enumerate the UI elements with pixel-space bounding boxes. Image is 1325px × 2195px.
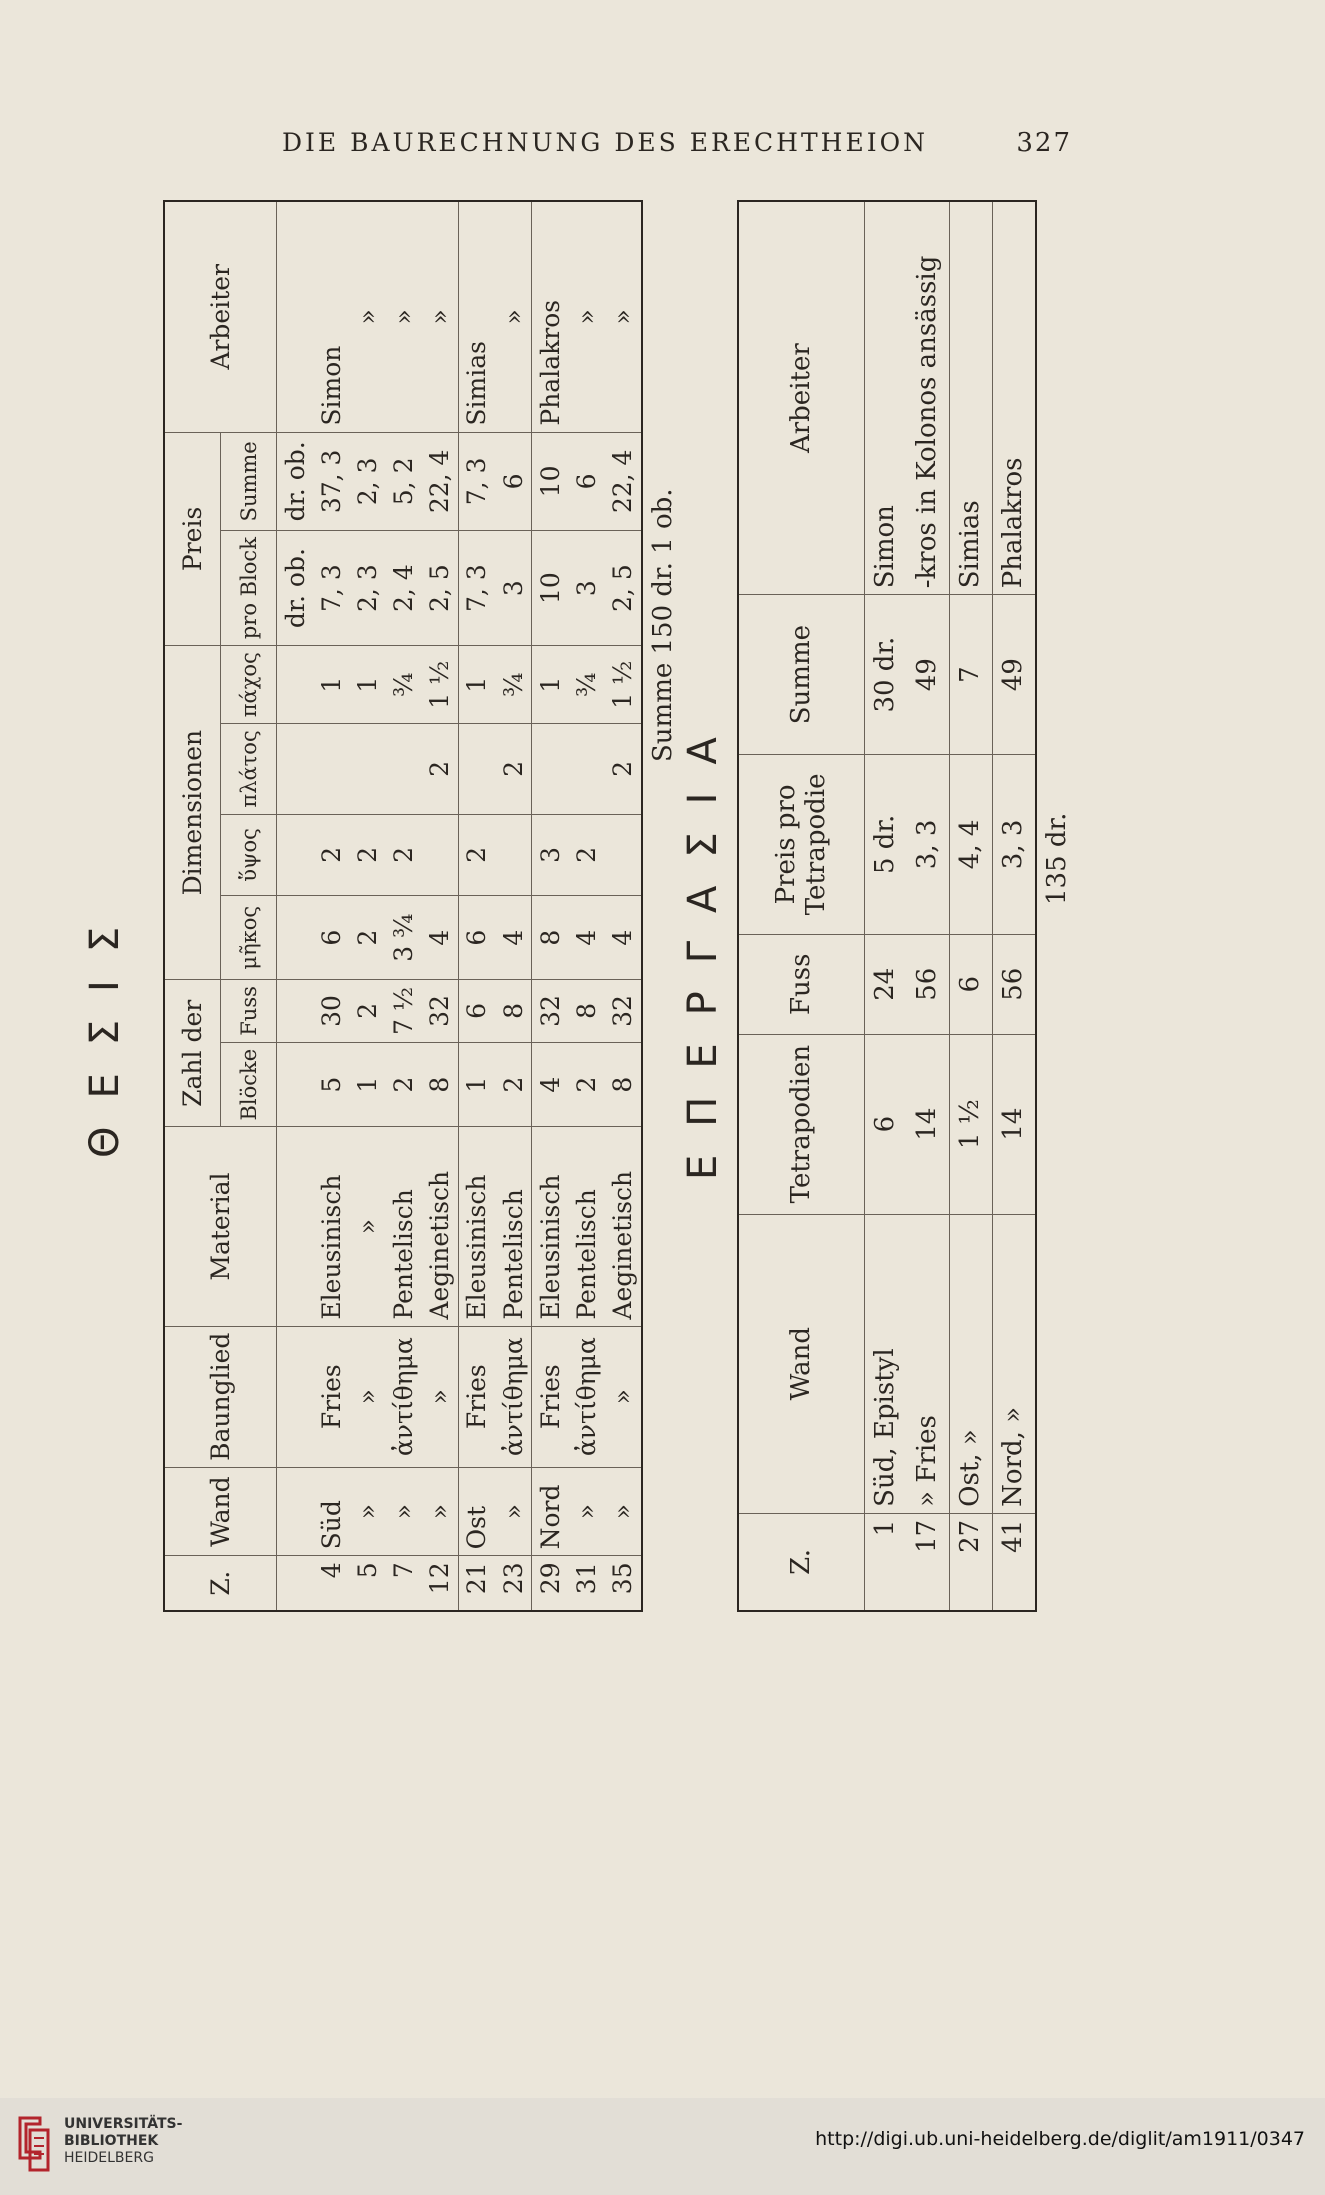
cell-mekos: 4 (422, 896, 459, 980)
cell-arbeiter: Phalakros (992, 201, 1036, 595)
cell-pro-block: 2, 3 (349, 531, 385, 646)
cell-preis: 5 dr. (864, 754, 906, 934)
cell-mekos: 4 (569, 896, 605, 980)
cell-summe: 6 (569, 432, 605, 530)
theseis-table (163, 200, 643, 1612)
cell-hypsos: 2 (386, 814, 422, 896)
cell-wand: Ost (458, 1467, 495, 1556)
table-row (532, 201, 569, 1611)
cell-platos: 2 (495, 724, 532, 814)
table-row (386, 201, 422, 1611)
cell-arbeiter: -kros in Kolonos ansässig (907, 201, 949, 595)
cell-bauglied: Fries (458, 1326, 495, 1467)
cell-fuss: 32 (422, 980, 459, 1043)
unit-summe: dr. ob. (277, 432, 314, 530)
cell-bauglied: » (349, 1326, 385, 1467)
cell-platos (569, 724, 605, 814)
th-platos: πλάτος (221, 724, 277, 814)
cell-pachos: 1 (349, 646, 385, 724)
cell-bloecke: 8 (422, 1042, 459, 1127)
table-row (949, 201, 992, 1611)
cell-wand: Nord (532, 1467, 569, 1556)
cell-mekos: 6 (458, 896, 495, 980)
cell-fuss: 2 (349, 980, 385, 1043)
cell-tetrapodien: 14 (992, 1034, 1036, 1214)
cell-wand: Nord, » (992, 1214, 1036, 1513)
cell-wand: » (386, 1467, 422, 1556)
cell-pachos: 1 ½ (605, 646, 642, 724)
cell-hypsos (422, 814, 459, 896)
cell-arbeiter: » (422, 201, 459, 432)
cell-platos (313, 724, 349, 814)
cell-hypsos: 2 (458, 814, 495, 896)
table-row (569, 201, 605, 1611)
cell-bloecke: 1 (458, 1042, 495, 1127)
cell-bloecke: 2 (495, 1042, 532, 1127)
cell-wand: Süd (313, 1467, 349, 1556)
cell-arbeiter: Phalakros (532, 201, 569, 432)
cell-pro-block: 2, 4 (386, 531, 422, 646)
cell-pro-block: 2, 5 (422, 531, 459, 646)
cell-arbeiter: » (349, 201, 385, 432)
unit-row (277, 201, 314, 1611)
cell-pro-block: 7, 3 (458, 531, 495, 646)
cell-pro-block: 10 (532, 531, 569, 646)
th-fuss: Fuss (221, 980, 277, 1043)
cell-wand: » (569, 1467, 605, 1556)
cell-summe: 30 dr. (864, 595, 906, 755)
th-material: Material (164, 1127, 277, 1326)
cell-material: Eleusinisch (313, 1127, 349, 1326)
cell-hypsos: 2 (349, 814, 385, 896)
th-summe: Summe (738, 595, 864, 755)
cell-tetrapodien: 6 (864, 1034, 906, 1214)
table-row (349, 201, 385, 1611)
cell-pachos: 1 ½ (422, 646, 459, 724)
table-row (907, 201, 949, 1611)
cell-preis: 3, 3 (992, 754, 1036, 934)
cell-fuss: 30 (313, 980, 349, 1043)
cell-arbeiter: Simon (864, 201, 906, 595)
cell-arbeiter: Simias (458, 201, 495, 432)
cell-bloecke: 2 (386, 1042, 422, 1127)
cell-summe: 5, 2 (386, 432, 422, 530)
cell-hypsos: 3 (532, 814, 569, 896)
epergasia-table (737, 200, 1037, 1612)
cell-platos (532, 724, 569, 814)
cell-summe: 49 (907, 595, 949, 755)
cell-summe: 6 (495, 432, 532, 530)
cell-bauglied: ἀντίθημα (495, 1326, 532, 1467)
cell-wand: Süd, Epistyl (864, 1214, 906, 1513)
cell-z: 4 (313, 1556, 349, 1611)
cell-bloecke: 2 (569, 1042, 605, 1127)
cell-wand: » (349, 1467, 385, 1556)
cell-fuss: 7 ½ (386, 980, 422, 1043)
th-preis: Preis (164, 432, 221, 646)
cell-hypsos: 2 (569, 814, 605, 896)
th-hypsos: ὕψος (221, 814, 277, 896)
th-preis-line2: Tetrapodie (801, 773, 832, 916)
cell-pachos: 1 (532, 646, 569, 724)
cell-z: 7 (386, 1556, 422, 1611)
cell-z: 41 (992, 1513, 1036, 1611)
th-arbeiter: Arbeiter (738, 201, 864, 595)
cell-material: Pentelisch (386, 1127, 422, 1326)
cell-material: Eleusinisch (532, 1127, 569, 1326)
table-row (864, 201, 906, 1611)
cell-fuss: 8 (569, 980, 605, 1043)
logo-line-2: BIBLIOTHEK (64, 2133, 159, 2149)
cell-arbeiter: » (569, 201, 605, 432)
cell-summe: 2, 3 (349, 432, 385, 530)
cell-bauglied: » (605, 1326, 642, 1467)
th-fuss: Fuss (738, 934, 864, 1034)
cell-bauglied: » (422, 1326, 459, 1467)
library-logo-text (64, 2116, 182, 2167)
th-preis-line1: Preis pro (771, 784, 802, 905)
table-row (313, 201, 349, 1611)
cell-bauglied: ἀντίθημα (569, 1326, 605, 1467)
page-number: 327 (1016, 128, 1072, 158)
cell-fuss: 56 (992, 934, 1036, 1034)
cell-bloecke: 8 (605, 1042, 642, 1127)
th-pro-block: pro Block (221, 531, 277, 646)
cell-platos (349, 724, 385, 814)
cell-wand: » (605, 1467, 642, 1556)
table-row (458, 201, 495, 1611)
source-url[interactable]: http://digi.ub.uni-heidelberg.de/diglit/am1911/0347 (815, 2128, 1305, 2150)
cell-summe: 22, 4 (422, 432, 459, 530)
cell-material: Aeginetisch (605, 1127, 642, 1326)
running-head-title: DIE BAURECHNUNG DES ERECHTHEION (282, 128, 928, 157)
cell-material: » (349, 1127, 385, 1326)
cell-pachos: ¾ (386, 646, 422, 724)
cell-arbeiter: » (495, 201, 532, 432)
cell-arbeiter: » (386, 201, 422, 432)
cell-fuss: 8 (495, 980, 532, 1043)
cell-tetrapodien: 1 ½ (949, 1034, 992, 1214)
cell-pachos: ¾ (569, 646, 605, 724)
cell-pachos: 1 (458, 646, 495, 724)
cell-summe: 22, 4 (605, 432, 642, 530)
cell-pro-block: 3 (569, 531, 605, 646)
th-dimensionen: Dimensionen (164, 646, 221, 980)
cell-bloecke: 4 (532, 1042, 569, 1127)
cell-pro-block: 2, 5 (605, 531, 642, 646)
cell-mekos: 4 (605, 896, 642, 980)
cell-wand: » (495, 1467, 532, 1556)
cell-hypsos (605, 814, 642, 896)
cell-arbeiter: » (605, 201, 642, 432)
table-row (992, 201, 1036, 1611)
cell-z: 17 (907, 1513, 949, 1611)
cell-pro-block: 3 (495, 531, 532, 646)
cell-bloecke: 5 (313, 1042, 349, 1127)
cell-pachos: 1 (313, 646, 349, 724)
cell-summe: 10 (532, 432, 569, 530)
cell-fuss: 6 (949, 934, 992, 1034)
cell-preis: 4, 4 (949, 754, 992, 934)
logo-line-3: HEIDELBERG (64, 2150, 154, 2166)
cell-z: 23 (495, 1556, 532, 1611)
th-z: Z. (738, 1513, 864, 1611)
cell-material: Aeginetisch (422, 1127, 459, 1326)
cell-z: 29 (532, 1556, 569, 1611)
cell-hypsos (495, 814, 532, 896)
cell-z: 27 (949, 1513, 992, 1611)
cell-bauglied: ἀντίθημα (386, 1326, 422, 1467)
cell-wand: » Fries (907, 1214, 949, 1513)
cell-preis: 3, 3 (907, 754, 949, 934)
th-preis-pro-tetrapodie (738, 754, 864, 934)
cell-arbeiter: Simon (313, 201, 349, 432)
table1-rotated-wrapper (163, 200, 643, 1612)
cell-fuss: 32 (532, 980, 569, 1043)
th-mekos: μῆκος (221, 896, 277, 980)
table-row (605, 201, 642, 1611)
cell-platos: 2 (422, 724, 459, 814)
cell-pachos: ¾ (495, 646, 532, 724)
th-bloecke: Blöcke (221, 1042, 277, 1127)
cell-platos (458, 724, 495, 814)
table2-rotated-wrapper (737, 200, 1037, 1612)
th-wand: Wand (164, 1467, 277, 1556)
cell-platos: 2 (605, 724, 642, 814)
cell-mekos: 4 (495, 896, 532, 980)
cell-mekos: 3 ¾ (386, 896, 422, 980)
cell-fuss: 6 (458, 980, 495, 1043)
cell-bloecke: 1 (349, 1042, 385, 1127)
cell-summe: 7, 3 (458, 432, 495, 530)
table1-heading: ΘΕΣΙΣ (82, 898, 128, 1158)
cell-mekos: 6 (313, 896, 349, 980)
cell-z: 21 (458, 1556, 495, 1611)
cell-z: 1 (864, 1513, 906, 1611)
cell-mekos: 2 (349, 896, 385, 980)
cell-summe: 49 (992, 595, 1036, 755)
unit-pro-block: dr. ob. (277, 531, 314, 646)
table2-total: 135 dr. (1042, 812, 1072, 905)
cell-summe: 37, 3 (313, 432, 349, 530)
cell-mekos: 8 (532, 896, 569, 980)
th-bauglied: Baunglied (164, 1326, 277, 1467)
cell-platos (386, 724, 422, 814)
th-z: Z. (164, 1556, 277, 1611)
table-row (422, 201, 459, 1611)
footer-bar (0, 2098, 1325, 2195)
cell-wand: » (422, 1467, 459, 1556)
cell-wand: Ost, » (949, 1214, 992, 1513)
th-pachos: πάχος (221, 646, 277, 724)
cell-summe: 7 (949, 595, 992, 755)
th-arbeiter: Arbeiter (164, 201, 277, 432)
table-row (495, 201, 532, 1611)
cell-tetrapodien: 14 (907, 1034, 949, 1214)
cell-z: 35 (605, 1556, 642, 1611)
cell-arbeiter: Simias (949, 201, 992, 595)
cell-z: 12 (422, 1556, 459, 1611)
logo-line-1: UNIVERSITÄTS- (64, 2116, 183, 2132)
cell-fuss: 56 (907, 934, 949, 1034)
cell-hypsos: 2 (313, 814, 349, 896)
table1-total: Summe 150 dr. 1 ob. (648, 488, 678, 762)
cell-material: Pentelisch (569, 1127, 605, 1326)
cell-pro-block: 7, 3 (313, 531, 349, 646)
th-zahl-der: Zahl der (164, 980, 221, 1127)
th-wand: Wand (738, 1214, 864, 1513)
cell-bauglied: Fries (532, 1326, 569, 1467)
cell-bauglied: Fries (313, 1326, 349, 1467)
th-tetrapodien: Tetrapodien (738, 1034, 864, 1214)
cell-fuss: 32 (605, 980, 642, 1043)
cell-z: 31 (569, 1556, 605, 1611)
table2-heading: ΕΠΕΡΓΑΣΙΑ (680, 709, 726, 1180)
cell-material: Eleusinisch (458, 1127, 495, 1326)
cell-material: Pentelisch (495, 1127, 532, 1326)
library-logo-icon (14, 2112, 54, 2176)
th-summe: Summe (221, 432, 277, 530)
cell-z: 5 (349, 1556, 385, 1611)
cell-fuss: 24 (864, 934, 906, 1034)
